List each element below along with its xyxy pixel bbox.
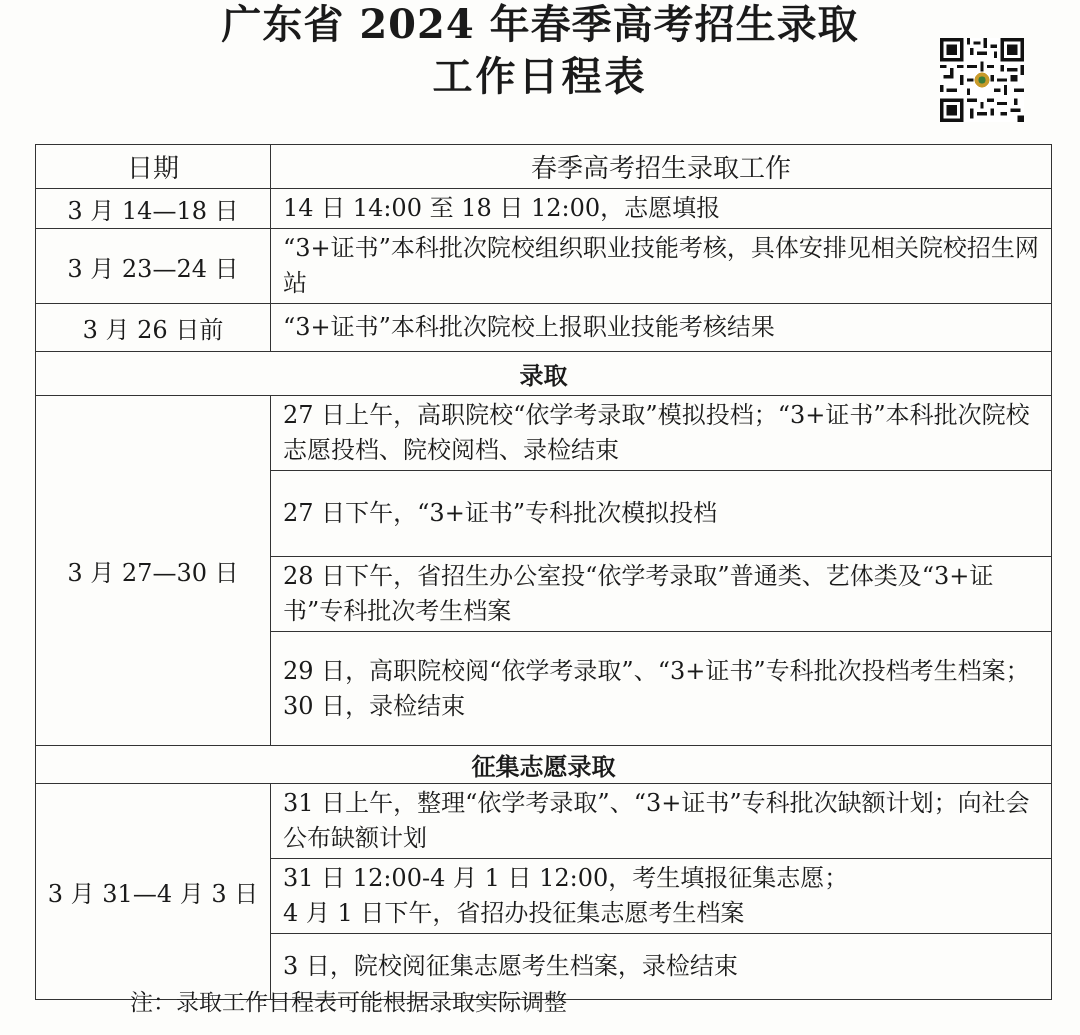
row-work-line: 4 月 1 日下午，省招办投征集志愿考生档案 — [283, 899, 745, 927]
table-row — [36, 396, 1052, 471]
header-work: 春季高考招生录取工作 — [271, 145, 1052, 189]
table-row — [36, 229, 1052, 304]
row-date: 3 月 14—18 日 — [36, 189, 271, 229]
section-admission: 录取 — [36, 352, 1052, 396]
header-date: 日期 — [36, 145, 271, 189]
row-work: “3+证书”本科批次院校组织职业技能考核，具体安排见相关院校招生网站 — [271, 229, 1052, 304]
admission-date: 3 月 27—30 日 — [36, 396, 271, 746]
table-row — [36, 189, 1052, 229]
row-work: 27 日上午，高职院校“依学考录取”模拟投档；“3+证书”本科批次院校志愿投档、院校阅档、录检结束 — [271, 396, 1052, 471]
schedule-table — [35, 144, 1052, 1000]
row-work: 31 日上午，整理“依学考录取”、“3+证书”专科批次缺额计划；向社会公布缺额计划 — [271, 784, 1052, 859]
page-title: 广东省 2024 年春季高考招生录取 — [221, 1, 859, 48]
qr-code-icon — [940, 38, 1024, 122]
footnote: 注：录取工作日程表可能根据录取实际调整 — [130, 990, 567, 1016]
row-work-line: 29 日，高职院校阅“依学考录取”、“3+证书”专科批次投档考生档案； — [283, 656, 1030, 685]
row-date: 3 月 26 日前 — [36, 304, 271, 352]
row-work: 3 日，院校阅征集志愿考生档案，录检结束 — [271, 934, 1052, 1000]
page-subtitle: 工作日程表 — [432, 53, 648, 100]
table-row — [36, 304, 1052, 352]
section-row — [36, 746, 1052, 784]
supplementary-date: 3 月 31—4 月 3 日 — [36, 784, 271, 1000]
row-work-line: 30 日，录检结束 — [283, 691, 466, 720]
row-work: 14 日 14:00 至 18 日 12:00，志愿填报 — [271, 189, 1052, 229]
row-work: “3+证书”本科批次院校上报职业技能考核结果 — [271, 304, 1052, 352]
section-supplementary: 征集志愿录取 — [36, 746, 1052, 784]
row-work — [271, 859, 1052, 934]
table-header-row — [36, 145, 1052, 189]
section-row — [36, 352, 1052, 396]
row-work: 28 日下午，省招生办公室投“依学考录取”普通类、艺体类及“3+证书”专科批次考生档案 — [271, 557, 1052, 632]
row-work: 27 日下午，“3+证书”专科批次模拟投档 — [271, 471, 1052, 557]
row-date: 3 月 23—24 日 — [36, 229, 271, 304]
table-row — [36, 784, 1052, 859]
row-work — [271, 632, 1052, 746]
row-work-line: 31 日 12:00-4 月 1 日 12:00，考生填报征集志愿； — [283, 864, 849, 892]
